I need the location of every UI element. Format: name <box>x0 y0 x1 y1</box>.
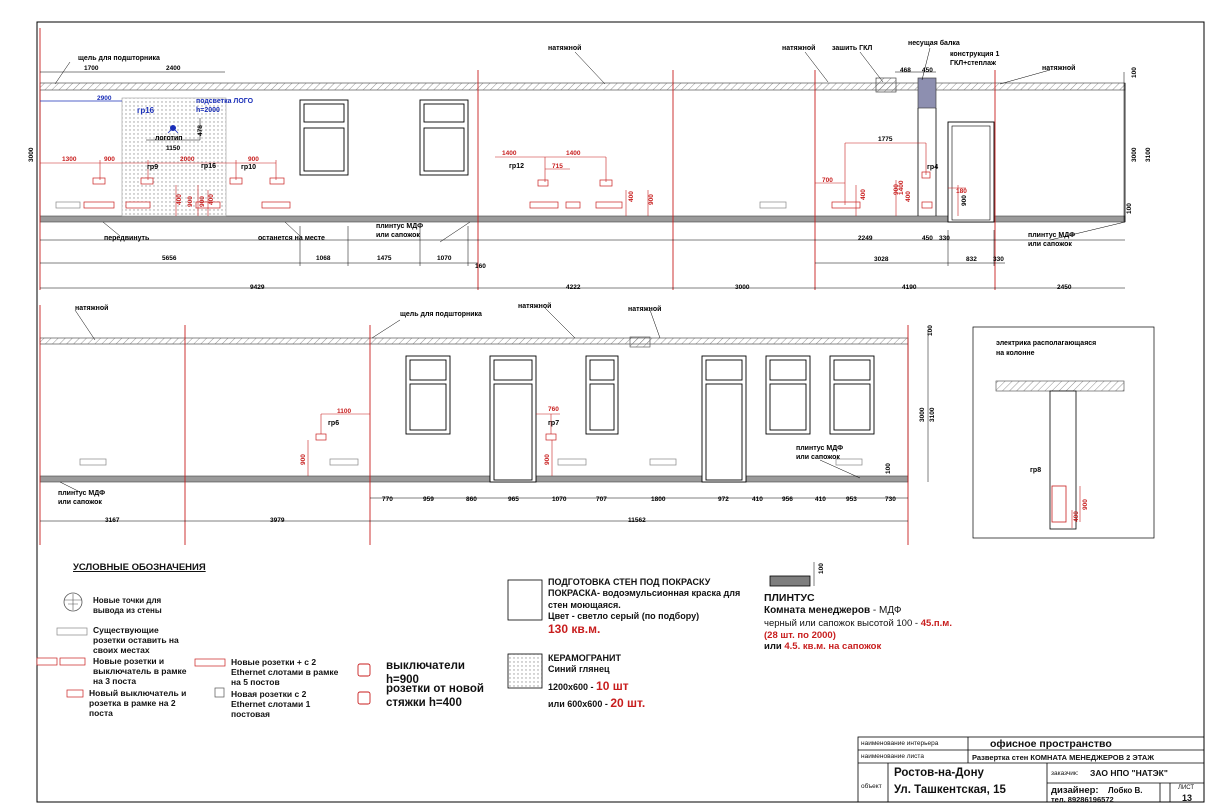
ceramic-size-b: или 600x600 - <box>548 698 611 709</box>
legend-ethernet-1: Новая розетки с 2 Ethernet слотами 1 постовая <box>231 689 311 720</box>
dim-label: 100 <box>1131 67 1138 78</box>
socket-icon <box>358 692 370 704</box>
top-elevation <box>40 28 1125 290</box>
paint-area: 130 кв.м. <box>548 622 601 636</box>
stretch-ceiling-label: натяжной <box>518 303 552 310</box>
construction-label: конструкция 1 <box>950 51 1000 58</box>
dim-label: 1150 <box>166 145 181 152</box>
dim-label: 760 <box>548 406 559 413</box>
windows-bottom <box>406 356 874 482</box>
door-top <box>948 122 994 222</box>
ceramic-size-a: 1200x600 - <box>548 681 597 692</box>
paint-block <box>548 577 758 637</box>
plinth-area: 4.5. кв.м. на сапожок <box>784 641 882 653</box>
dim-label: 3000 <box>28 147 35 162</box>
logo-height-label: h=2000 <box>196 107 220 114</box>
group-label: гр4 <box>927 164 939 171</box>
dim-label: 900 <box>893 184 900 195</box>
plinth-band-2 <box>40 476 908 482</box>
existing-socket-icon <box>57 628 87 635</box>
ceramic-title: КЕРАМОГРАНИТ <box>548 653 621 663</box>
group-label: гр16 <box>137 106 155 115</box>
object-city: Ростов-на-Дону <box>894 767 984 779</box>
ceiling-band <box>40 83 1125 90</box>
dim-label: 1070 <box>437 255 452 262</box>
dim-label: 707 <box>596 496 607 503</box>
dim-label: 2900 <box>97 95 112 102</box>
new-socket-3-icon <box>37 658 57 665</box>
dim-label: 400 <box>860 189 867 200</box>
plinth-label: плинтус МДФ <box>376 223 424 230</box>
dim-label: 900 <box>199 196 206 207</box>
dim-label: 468 <box>900 67 911 74</box>
dim-label: 410 <box>815 496 826 503</box>
plinth-label: или сапожок <box>58 499 102 506</box>
stretch-ceiling-label: натяжной <box>548 45 582 52</box>
dim-label: 400 <box>905 191 912 202</box>
dim-label: 730 <box>885 496 896 503</box>
stretch-ceiling-label: натяжной <box>75 305 109 312</box>
dim-label: 1100 <box>337 408 352 415</box>
windows-top <box>300 100 468 175</box>
dim-label: 3000 <box>1131 147 1138 162</box>
interior-label: наименование интерьера <box>861 740 939 747</box>
dim-label: 715 <box>552 163 563 170</box>
dim-label: 400 <box>176 194 183 205</box>
plinth-pieces: (28 шт. по 2000) <box>764 629 836 641</box>
dim-label: 450 <box>922 235 933 242</box>
dim-label: 410 <box>752 496 763 503</box>
dim-label: 2450 <box>1057 284 1072 291</box>
group-label: гр8 <box>1030 467 1042 474</box>
designer-phone: тел. 89286196572 <box>1051 795 1114 804</box>
dim-label: 2249 <box>858 235 873 242</box>
client-label: заказчик: <box>1051 770 1079 777</box>
legend-new-points: Новые точки для вывода из стены <box>93 596 162 615</box>
dim-label: 330 <box>939 235 950 242</box>
paint-desc: ПОКРАСКА- водоэмульсионная краска для стен моющаяся. <box>548 588 741 610</box>
dim-label: 400 <box>1073 511 1080 522</box>
dim-label: 3000 <box>919 407 926 422</box>
object-label: объект <box>861 783 882 790</box>
dim-label: 900 <box>248 156 259 163</box>
sheet-label: наименование листа <box>861 753 924 760</box>
group-label: гр7 <box>548 420 560 427</box>
plinth-length: 45.п.м. <box>920 617 952 629</box>
gkl-box <box>876 78 896 92</box>
interior-value: офисное пространство <box>990 738 1112 750</box>
group-label: гр10 <box>241 164 256 171</box>
designer-label: дизайнер: <box>1051 785 1099 796</box>
dim-label: 3100 <box>929 407 936 422</box>
beam-label: несущая балка <box>908 40 960 47</box>
dim-label: 860 <box>466 496 477 503</box>
ceramic-desc: Синий глянец <box>548 664 610 675</box>
dim-label: 1700 <box>84 65 99 72</box>
dim-label: 3000 <box>735 284 750 291</box>
group-label: гр16 <box>201 163 216 170</box>
dim-label: 700 <box>822 177 833 184</box>
plinth-block <box>764 592 1004 653</box>
dim-label: 832 <box>966 256 977 263</box>
plinth-line-a: черный или сапожок высотой 100 - <box>764 617 921 629</box>
logo-label: логотип <box>155 135 183 142</box>
ethernet-5-icon <box>195 659 225 666</box>
plinth-swatch <box>770 576 810 586</box>
plinth-label: или сапожок <box>1028 241 1072 248</box>
ceramic-block <box>548 653 748 711</box>
dim-label: 180 <box>956 188 967 195</box>
dim-label: 400 <box>628 191 635 202</box>
beam <box>918 78 936 108</box>
dim-label: 478 <box>197 125 204 136</box>
dim-label: 450 <box>922 67 933 74</box>
dim-label: 959 <box>423 496 434 503</box>
dim-label: 972 <box>718 496 729 503</box>
switch-icon <box>358 664 370 676</box>
plinth-room: Комната менеджеров <box>764 605 871 617</box>
dim-label: 1475 <box>377 255 392 262</box>
column-detail <box>973 327 1154 538</box>
gkl-steplazh-label: ГКЛ+степлаж <box>950 60 996 67</box>
stretch-ceiling-label: натяжной <box>1042 65 1076 72</box>
dim-label: 100 <box>885 463 892 474</box>
dim-label: 400 <box>208 194 215 205</box>
legend-sockets: розетки от новой стяжки h=400 <box>386 683 484 709</box>
ethernet-1-icon <box>215 688 224 697</box>
dim-label: 3979 <box>270 517 285 524</box>
plinth-or: или <box>764 641 785 653</box>
sheet-value: Развертка стен КОМНАТА МЕНЕДЖЕРОВ 2 ЭТАЖ <box>972 753 1155 762</box>
dim-label: 2000 <box>180 156 195 163</box>
dim-label: 900 <box>648 194 655 205</box>
plinth-title: ПЛИНТУС <box>764 592 815 604</box>
list-number: 13 <box>1182 793 1193 803</box>
ceramic-qty-b: 20 шт. <box>610 695 646 710</box>
dim-label: 1400 <box>502 150 517 157</box>
dim-label: 160 <box>475 263 486 270</box>
list-label: ЛИСТ <box>1178 785 1195 791</box>
designer-value: Лобко В. <box>1108 786 1143 795</box>
group-label: гр6 <box>328 420 340 427</box>
new-switch-2-icon <box>67 690 83 697</box>
gkl-label: зашить ГКЛ <box>832 45 873 52</box>
dim-label: 953 <box>846 496 857 503</box>
legend-ethernet-5: Новые розетки + с 2 Ethernet слотами в рамке на 5 постов <box>231 657 339 688</box>
ceramic-qty-a: 10 шт <box>596 678 629 693</box>
dim-label: 100 <box>927 325 934 336</box>
plinth-label: плинтус МДФ <box>796 445 844 452</box>
legend-switches: выключатели h=900 <box>386 660 465 686</box>
dim-label: 4222 <box>566 284 581 291</box>
dim-label: 965 <box>508 496 519 503</box>
plinth-label: или сапожок <box>376 232 420 239</box>
dim-label: 1400 <box>566 150 581 157</box>
logo-light-label: подсветка ЛОГО <box>196 98 254 105</box>
dim-label: 1775 <box>878 136 893 143</box>
group-label: гр12 <box>509 163 524 170</box>
dim-label: 3167 <box>105 517 120 524</box>
legend-existing-sockets: Существующие розетки оставить на своих местах <box>93 625 179 656</box>
dim-label: 1400 <box>898 180 905 195</box>
dim-label: 1068 <box>316 255 331 262</box>
legend-new-switch-2: Новый выключатель и розетка в рамке на 2 поста <box>89 688 187 719</box>
group-label: гр9 <box>147 164 159 171</box>
dim-label: 2400 <box>166 65 181 72</box>
dim-label: 11562 <box>628 517 646 524</box>
legend-title: УСЛОВНЫЕ ОБОЗНАЧЕНИЯ <box>73 562 206 573</box>
dim-label: 900 <box>544 454 551 465</box>
dim-label: 1070 <box>552 496 567 503</box>
dim-label: 100 <box>1126 203 1133 214</box>
dim-label: 770 <box>382 496 393 503</box>
stretch-ceiling-label: натяжной <box>628 306 662 313</box>
dim-label: 900 <box>300 454 307 465</box>
dim-label: 1300 <box>62 156 77 163</box>
dim-label: 900 <box>961 195 968 206</box>
dim-label: 1800 <box>651 496 666 503</box>
stay-label: останется на месте <box>258 235 325 242</box>
dim-label: 900 <box>104 156 115 163</box>
dim-label: 3028 <box>874 256 889 263</box>
plinth-material: - МДФ <box>870 605 902 617</box>
column-title: электрика располагающаяся <box>996 340 1097 347</box>
dim-label: 9429 <box>250 284 265 291</box>
dim-label: 100 <box>818 563 825 574</box>
paint-color: Цвет - светло серый (по подбору) <box>548 610 700 621</box>
stretch-ceiling-label: натяжной <box>782 45 816 52</box>
paint-title: ПОДГОТОВКА СТЕН ПОД ПОКРАСКУ <box>548 577 711 587</box>
dim-label: 900 <box>1082 499 1089 510</box>
object-street: Ул. Ташкентская, 15 <box>894 784 1006 796</box>
dim-label: 5656 <box>162 255 177 262</box>
dim-label: 900 <box>187 196 194 207</box>
gap-plinth-label: щель для подшторника <box>78 55 160 62</box>
ceiling-band-2 <box>40 338 908 344</box>
dim-label: 4190 <box>902 284 917 291</box>
dim-label: 3100 <box>1145 147 1152 162</box>
plinth-label: или сапожок <box>796 454 840 461</box>
client-value: ЗАО НПО "НАТЭК" <box>1090 768 1168 778</box>
move-label: передвинуть <box>104 235 150 242</box>
paint-swatch <box>508 580 542 620</box>
bottom-elevation <box>40 305 928 545</box>
dim-label: 330 <box>993 256 1004 263</box>
legend-new-sockets-3: Новые розетки и выключатель в рамке на 3 поста <box>93 656 187 687</box>
plinth-label: плинтус МДФ <box>1028 232 1076 239</box>
gap-plinth-label: щель для подшторника <box>400 311 482 318</box>
ceramic-swatch <box>508 654 542 688</box>
column-title: на колонне <box>996 350 1035 357</box>
plinth-label: плинтус МДФ <box>58 490 106 497</box>
dim-label: 956 <box>782 496 793 503</box>
